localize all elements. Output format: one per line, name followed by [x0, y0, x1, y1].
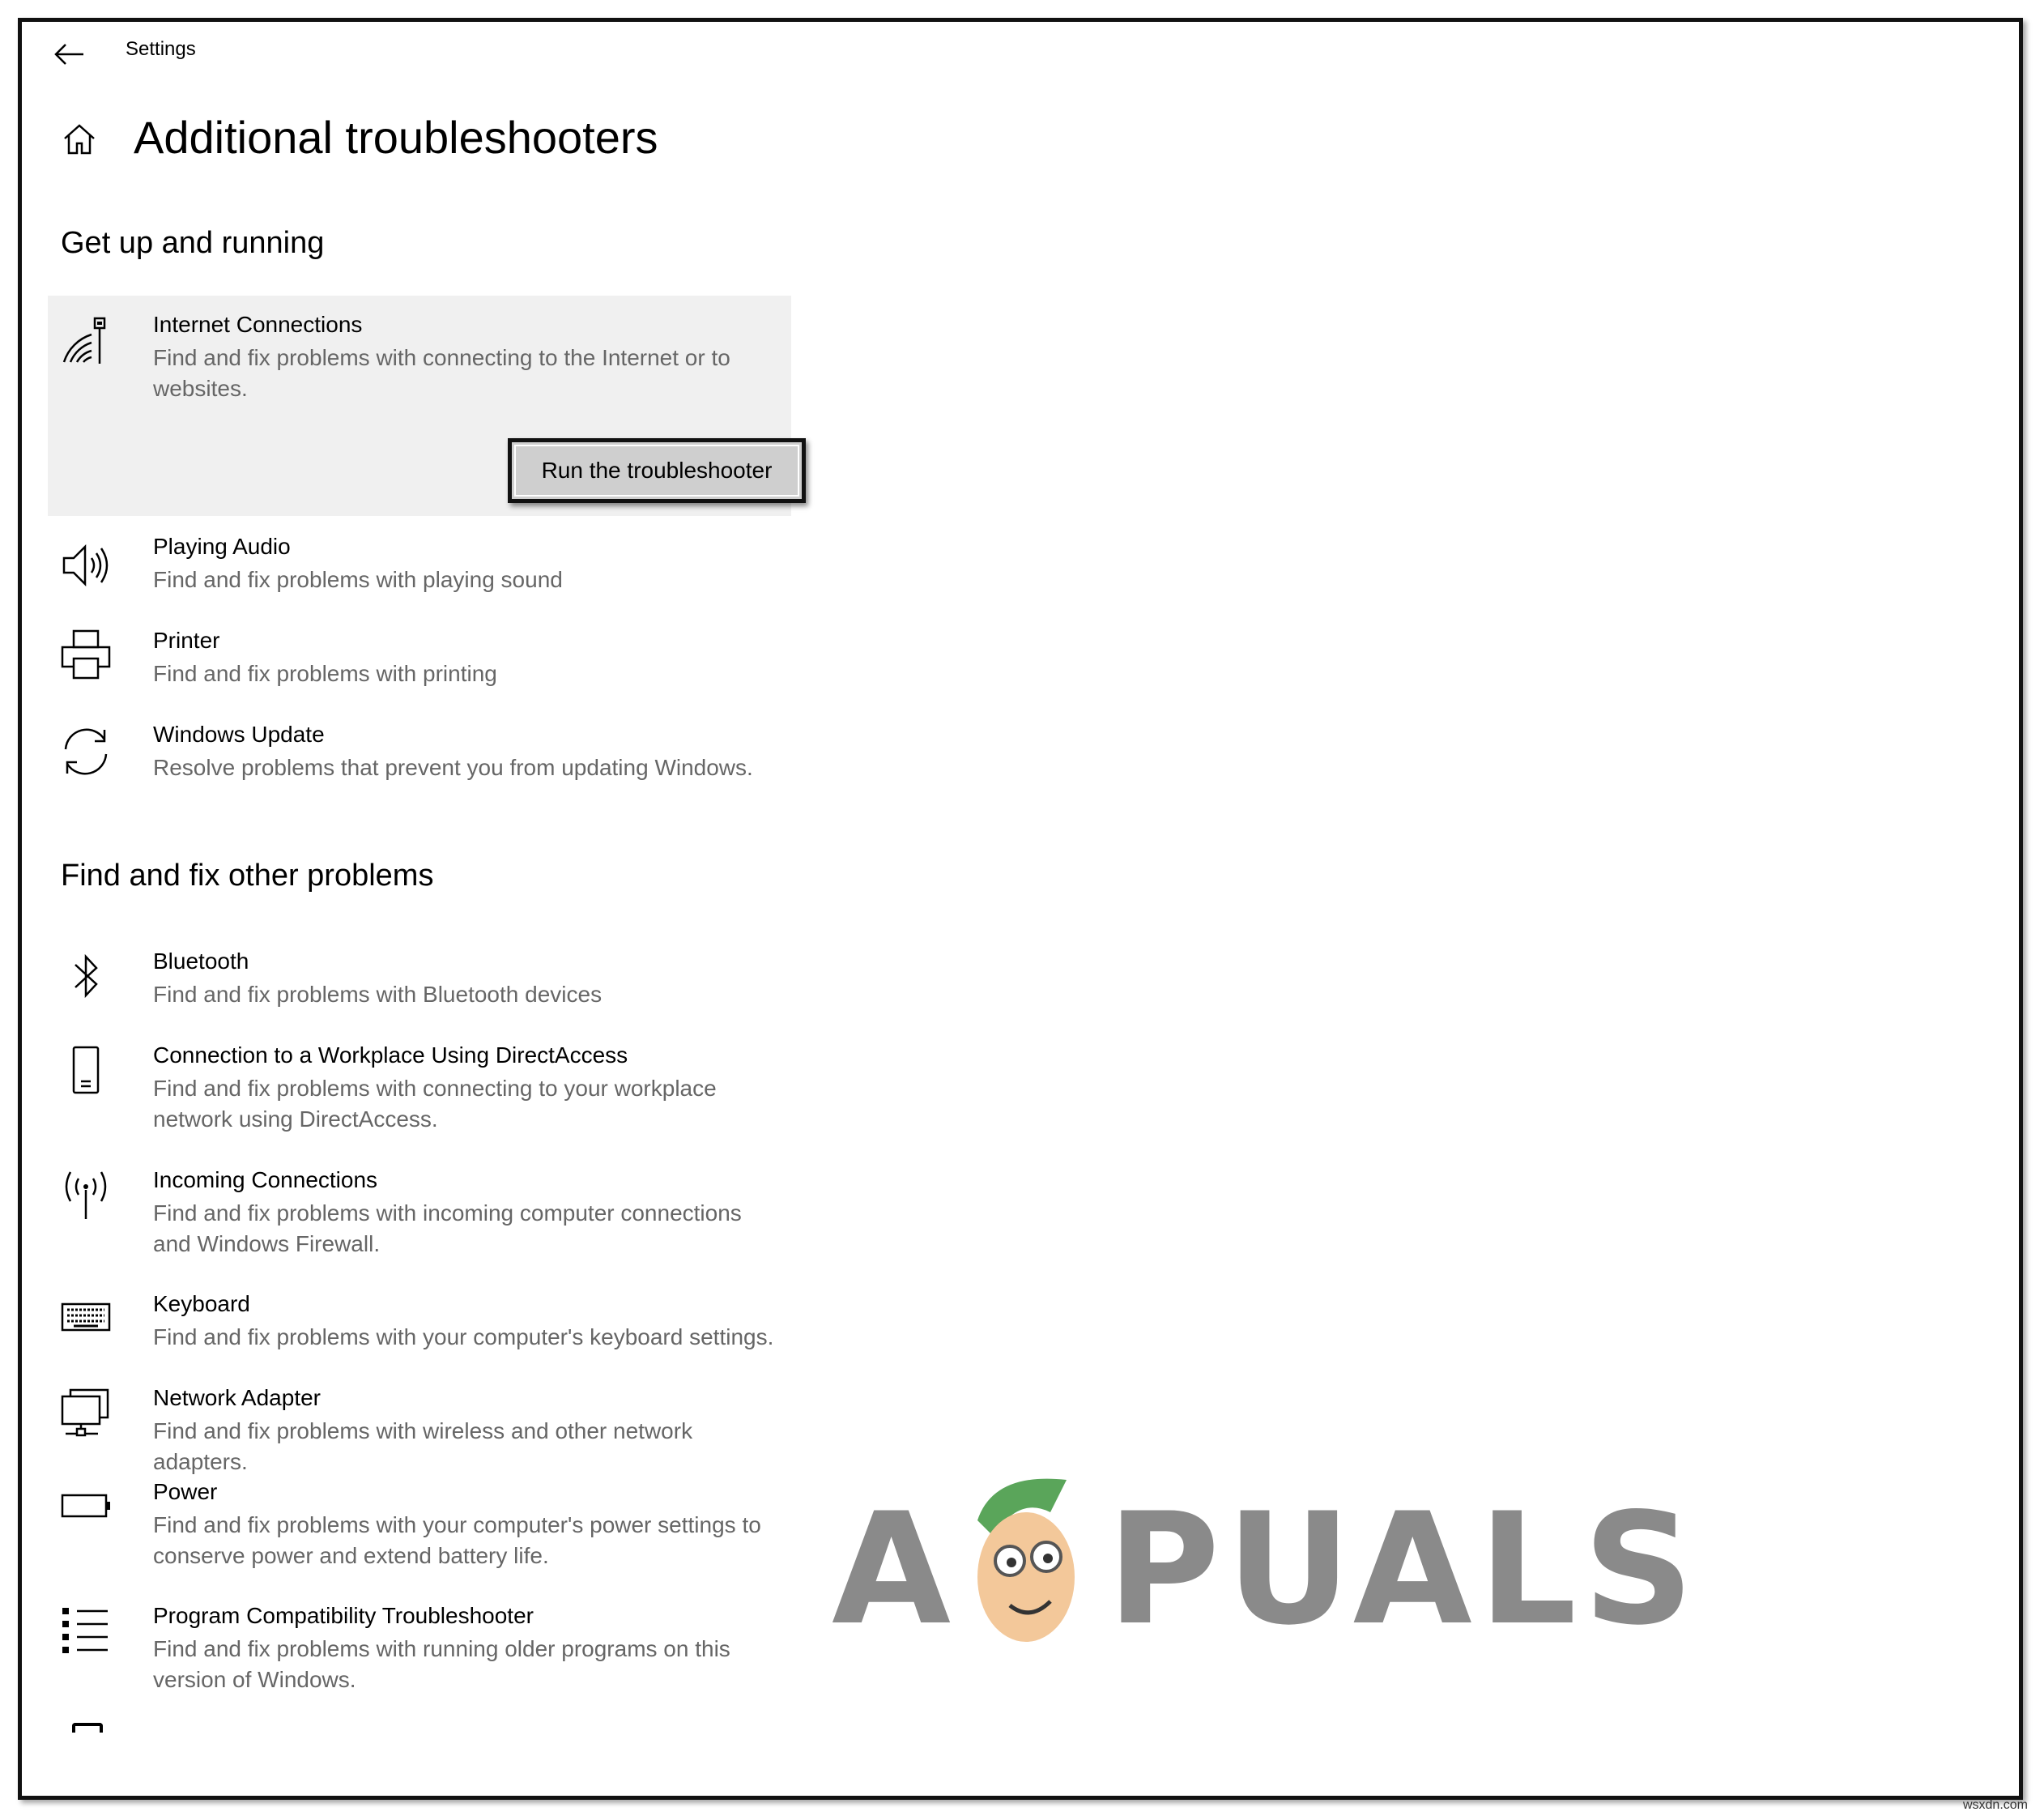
keyboard-icon — [59, 1291, 113, 1345]
section-title-other: Find and fix other problems — [61, 859, 434, 893]
refresh-icon — [59, 725, 113, 778]
troubleshooter-power[interactable] — [48, 1476, 791, 1589]
item-description: Find and fix problems with printing — [153, 661, 497, 686]
item-description: Find and fix problems with wireless and other network adapters. — [153, 1418, 693, 1474]
speaker-icon — [59, 539, 113, 592]
page-title: Additional troubleshooters — [134, 112, 658, 163]
wifi-network-icon — [59, 315, 113, 369]
network-adapter-icon — [59, 1387, 113, 1440]
troubleshooter-playing-audio[interactable] — [48, 531, 791, 612]
troubleshooter-windows-update[interactable] — [48, 718, 791, 799]
troubleshooter-network-adapter[interactable] — [48, 1382, 791, 1474]
item-description: Find and fix problems with connecting to your workplace network using DirectAccess. — [153, 1076, 717, 1132]
bluetooth-icon — [59, 950, 113, 1004]
troubleshooter-incoming-connections[interactable] — [48, 1164, 791, 1277]
item-name: Keyboard — [153, 1291, 250, 1316]
battery-icon — [59, 1479, 113, 1533]
printer-icon — [59, 628, 113, 681]
item-description: Find and fix problems with incoming computer connections and Windows Firewall. — [153, 1200, 742, 1256]
home-icon — [61, 121, 98, 158]
item-name: Power — [153, 1479, 218, 1504]
back-button[interactable] — [51, 40, 87, 69]
settings-window — [18, 18, 2023, 1800]
troubleshooter-internet-connections[interactable] — [48, 296, 791, 516]
troubleshooter-bluetooth[interactable] — [48, 945, 791, 1026]
troubleshooter-directaccess[interactable] — [48, 1039, 791, 1153]
watermark-text-right: PUALS — [1107, 1480, 1701, 1659]
item-name: Printer — [153, 628, 220, 653]
item-name: Network Adapter — [153, 1385, 321, 1410]
home-button[interactable] — [61, 121, 98, 158]
item-description: Find and fix problems with connecting to the Internet or to websites. — [153, 345, 730, 401]
phone-icon — [59, 1044, 113, 1098]
item-name: Connection to a Workplace Using DirectAccess — [153, 1042, 628, 1068]
back-arrow-icon — [51, 40, 87, 69]
title-bar — [22, 22, 2019, 87]
item-name: Internet Connections — [153, 312, 363, 337]
item-name: Bluetooth — [153, 948, 249, 974]
app-title: Settings — [126, 38, 196, 60]
antenna-icon — [59, 1169, 113, 1222]
item-description: Find and fix problems with playing sound — [153, 567, 563, 592]
item-description: Find and fix problems with your computer's keyboard settings. — [153, 1324, 774, 1349]
troubleshooter-program-compatibility[interactable] — [48, 1600, 791, 1713]
appuals-watermark — [832, 1480, 1701, 1690]
troubleshooter-printer[interactable] — [48, 625, 791, 706]
item-name: Windows Update — [153, 722, 325, 747]
item-description: Find and fix problems with your computer's power settings to conserve power and extend battery life. — [153, 1512, 761, 1568]
run-troubleshooter-button[interactable]: Run the troubleshooter — [508, 438, 806, 503]
item-name: Playing Audio — [153, 534, 291, 559]
cut-off-item-icon — [72, 1723, 103, 1733]
watermark-text-left: A — [832, 1480, 958, 1659]
list-icon — [59, 1603, 113, 1656]
mascot-icon — [945, 1464, 1107, 1674]
site-credit: wsxdn.com — [1962, 1798, 2028, 1812]
item-name: Incoming Connections — [153, 1167, 378, 1192]
item-description: Find and fix problems with Bluetooth devices — [153, 982, 603, 1007]
section-title-get-up: Get up and running — [61, 226, 325, 260]
item-description: Find and fix problems with running older programs on this version of Windows. — [153, 1636, 730, 1692]
item-name: Program Compatibility Troubleshooter — [153, 1603, 534, 1628]
item-description: Resolve problems that prevent you from updating Windows. — [153, 755, 753, 780]
troubleshooter-keyboard[interactable] — [48, 1288, 791, 1369]
